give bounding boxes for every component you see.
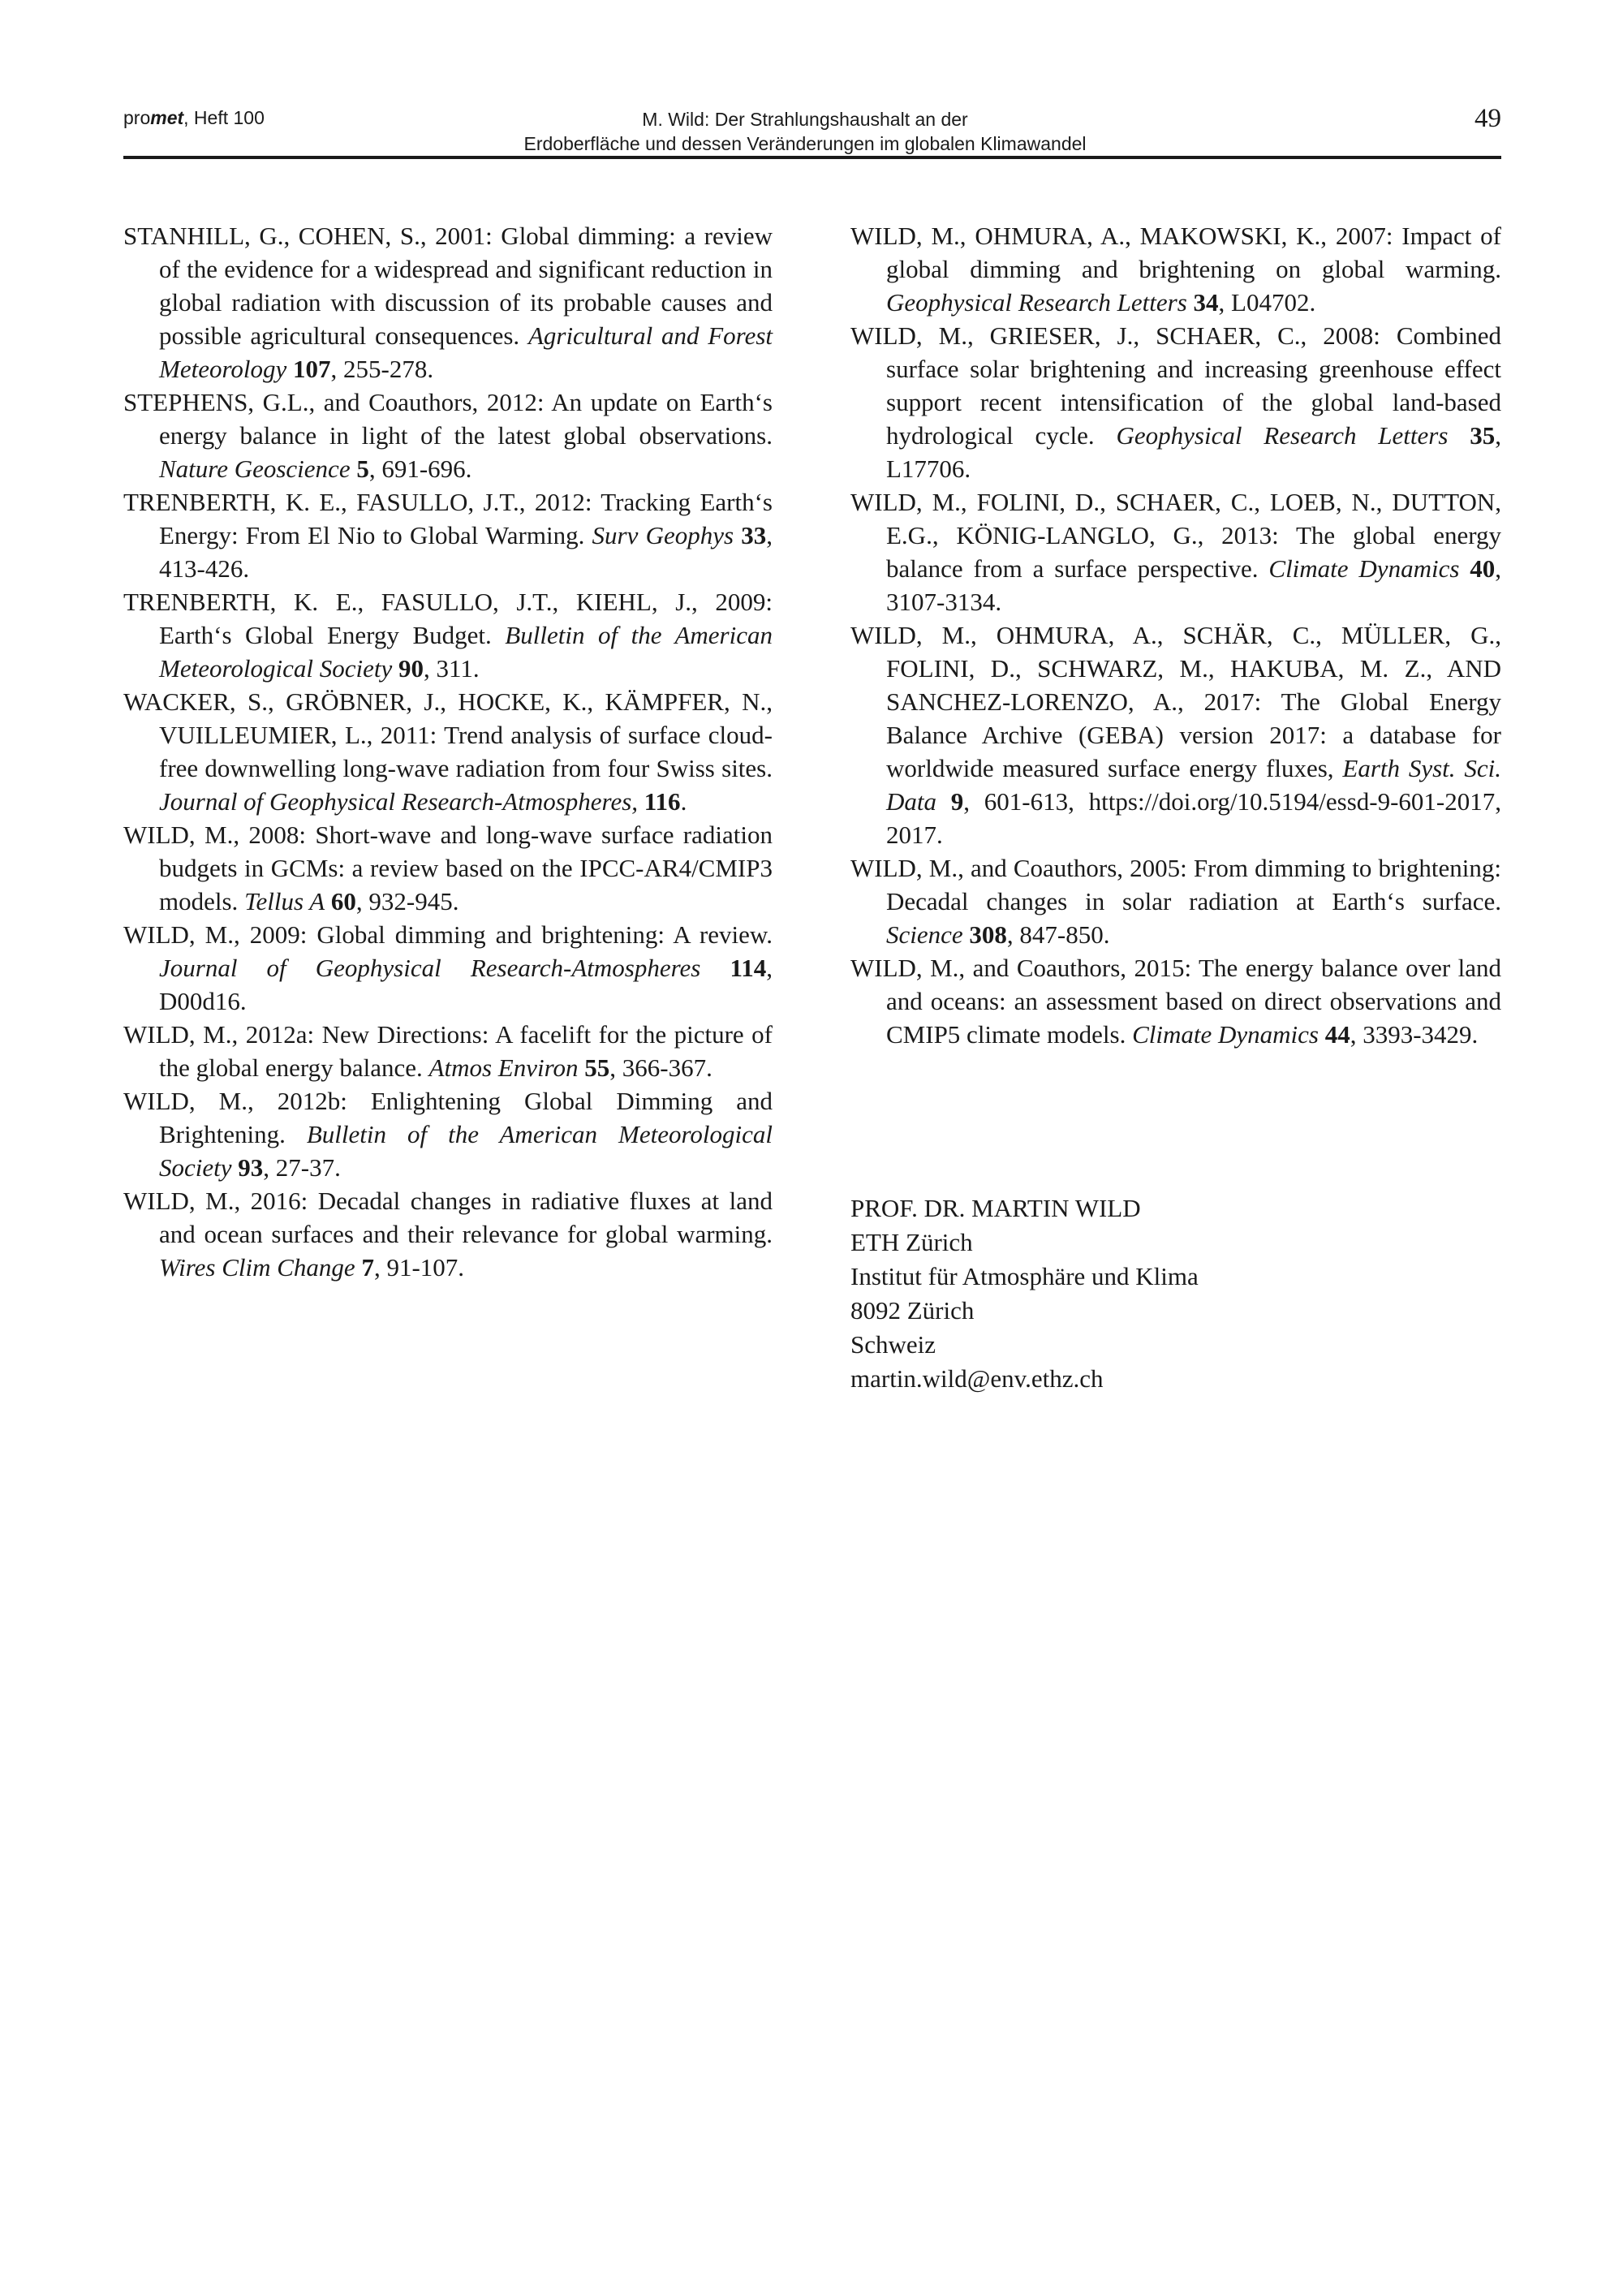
reference-journal: Journal of Geophysical Research-Atmospheres	[159, 954, 701, 982]
reference-text: WILD, M., and Coauthors, 2015: The energy balance over land and oceans: an assessment based on direct observations and CMIP5 climate models.	[850, 954, 1501, 1049]
reference-volume: 55	[584, 1053, 610, 1082]
reference-volume: 34	[1193, 288, 1219, 317]
page-number: 49	[1474, 104, 1501, 133]
reference-entry	[850, 485, 1501, 618]
running-title	[497, 107, 1113, 156]
reference-text: WILD, M., 2008: Short-wave and long-wave surface radiation budgets in GCMs: a review based on the IPCC-AR4/CMIP3 models.	[123, 821, 773, 915]
reference-entry	[123, 1018, 773, 1084]
reference-journal: Bulletin of the American Meteorological Society	[159, 1120, 773, 1182]
reference-entry	[123, 386, 773, 485]
reference-text: WILD, M., OHMURA, A., MAKOWSKI, K., 2007: Impact of global dimming and brightening on global warming.	[850, 222, 1501, 283]
reference-entry	[123, 918, 773, 1018]
reference-entry	[850, 219, 1501, 319]
reference-pages: , 3393-3429.	[1350, 1020, 1479, 1049]
reference-entry	[850, 618, 1501, 851]
reference-volume: 44	[1324, 1020, 1350, 1049]
reference-entry	[123, 1084, 773, 1184]
reference-text: WILD, M., and Coauthors, 2005: From dimming to brightening: Decadal changes in solar radiation at Earth‘s surface.	[850, 854, 1501, 915]
reference-volume: 114	[730, 954, 767, 982]
reference-journal: Climate Dynamics	[1132, 1020, 1319, 1049]
reference-text: WACKER, S., GRÖBNER, J., HOCKE, K., KÄMPFER, N., VUILLEUMIER, L., 2011: Trend analysis of surface cloud-free downwelling long-wave radiation from four Swiss sites.	[123, 687, 773, 782]
header-rule	[123, 156, 1501, 159]
reference-journal: Earth Syst. Sci. Data	[886, 754, 1502, 816]
reference-entry	[123, 685, 773, 818]
reference-journal: Agricultural and Forest Meteorology	[159, 321, 773, 383]
references-right-column	[850, 219, 1501, 1051]
reference-volume: 116	[644, 787, 681, 816]
author-email: martin.wild@env.ethz.ch	[850, 1364, 1104, 1393]
reference-journal: Atmos Environ	[428, 1053, 579, 1082]
reference-volume: 308	[969, 920, 1007, 949]
reference-pages: , 27-37.	[263, 1153, 341, 1182]
reference-pages: , 601-613, https://doi.org/10.5194/essd-9-601-2017, 2017.	[886, 787, 1501, 849]
journal-name	[123, 107, 265, 129]
reference-journal: Climate Dynamics	[1268, 554, 1460, 583]
reference-volume: 93	[238, 1153, 264, 1182]
author-postal: 8092 Zürich	[850, 1296, 975, 1325]
journal-issue: , Heft 100	[183, 107, 265, 128]
author-country: Schweiz	[850, 1330, 936, 1359]
reference-journal: Surv Geophys	[592, 521, 734, 549]
reference-text: WILD, M., 2016: Decadal changes in radiative fluxes at land and ocean surfaces and their relevance for global warming.	[123, 1187, 773, 1248]
author-address	[850, 1191, 1199, 1396]
author-name: PROF. DR. MARTIN WILD	[850, 1194, 1141, 1222]
reference-volume: 40	[1470, 554, 1496, 583]
reference-pages: , 847-850.	[1006, 920, 1110, 949]
reference-text: WILD, M., 2009: Global dimming and brightening: A review.	[123, 920, 773, 949]
author-department: Institut für Atmosphäre und Klima	[850, 1262, 1199, 1290]
running-title-line-1: M. Wild: Der Strahlungshaushalt an der	[642, 109, 968, 130]
reference-pages: , 366-367.	[609, 1053, 712, 1082]
reference-volume: 35	[1470, 421, 1496, 450]
reference-text: STEPHENS, G.L., and Coauthors, 2012: An update on Earth‘s energy balance in light of the latest global observations.	[123, 388, 773, 450]
reference-journal: Science	[886, 920, 963, 949]
reference-journal: Wires Clim Change	[159, 1253, 355, 1282]
author-institution: ETH Zürich	[850, 1228, 973, 1256]
reference-volume: 5	[356, 454, 369, 483]
reference-text: WILD, M., OHMURA, A., SCHÄR, C., MÜLLER, G., FOLINI, D., SCHWARZ, M., HAKUBA, M. Z., AND SANCHEZ-LORENZO, A., 2017: The Global Energy Balance Archive (GEBA) version 2017: a database for worldwide measured surface energy fluxes,	[850, 621, 1501, 782]
reference-pages: , 932-945.	[355, 887, 459, 915]
running-title-line-2: Erdoberfläche und dessen Veränderungen im globalen Klimawandel	[523, 133, 1087, 154]
reference-journal: Geophysical Research Letters	[1116, 421, 1449, 450]
reference-pages: , 413-426.	[159, 521, 773, 583]
reference-text: WILD, M., 2012a: New Directions: A facelift for the picture of the global energy balance.	[123, 1020, 773, 1082]
reference-text: TRENBERTH, K. E., FASULLO, J.T., KIEHL, J., 2009: Earth‘s Global Energy Budget.	[123, 588, 773, 649]
reference-entry	[850, 319, 1501, 485]
reference-volume: 107	[293, 355, 331, 383]
reference-journal: Geophysical Research Letters	[886, 288, 1187, 317]
page-header	[123, 104, 1501, 159]
reference-journal: Nature Geoscience	[159, 454, 351, 483]
reference-journal: Tellus A	[244, 887, 325, 915]
reference-text: STANHILL, G., COHEN, S., 2001: Global dimming: a review of the evidence for a widespread and significant reduction in global radiation with discussion of its probable causes and possible agricultural consequences.	[123, 222, 773, 350]
reference-journal: Journal of Geophysical Research-Atmospheres,	[159, 787, 639, 816]
reference-pages: , 691-696.	[368, 454, 472, 483]
reference-text: WILD, M., FOLINI, D., SCHAER, C., LOEB, N., DUTTON, E.G., KÖNIG-LANGLO, G., 2013: The global energy balance from a surface perspective.	[850, 488, 1501, 583]
reference-volume: 90	[398, 654, 424, 683]
reference-pages: , D00d16.	[159, 954, 773, 1015]
reference-volume: 33	[741, 521, 767, 549]
reference-entry	[123, 1184, 773, 1284]
reference-volume: 9	[950, 787, 964, 816]
reference-entry	[123, 485, 773, 585]
journal-bold: met	[150, 107, 184, 128]
reference-pages: , 255-278.	[330, 355, 434, 383]
reference-pages: , 311.	[423, 654, 480, 683]
reference-entry	[850, 951, 1501, 1051]
reference-entry	[123, 219, 773, 386]
reference-pages: .	[680, 787, 687, 816]
reference-pages: , 3107-3134.	[886, 554, 1502, 616]
reference-pages: , L17706.	[886, 421, 1501, 483]
reference-volume: 60	[330, 887, 356, 915]
reference-entry	[123, 818, 773, 918]
references-left-column	[123, 219, 773, 1284]
reference-pages: , 91-107.	[373, 1253, 465, 1282]
reference-entry	[123, 585, 773, 685]
reference-pages: , L04702.	[1218, 288, 1316, 317]
journal-prefix: pro	[123, 107, 151, 128]
reference-text: WILD, M., 2012b: Enlightening Global Dimming and Brightening.	[123, 1087, 773, 1148]
reference-text: WILD, M., GRIESER, J., SCHAER, C., 2008: Combined surface solar brightening and increasing greenhouse effect support recent intensification of the global land-based hydrological cycle.	[850, 321, 1501, 450]
reference-entry	[850, 851, 1501, 951]
reference-volume: 7	[361, 1253, 374, 1282]
reference-journal: Bulletin of the American Meteorological Society	[159, 621, 773, 683]
reference-text: TRENBERTH, K. E., FASULLO, J.T., 2012: Tracking Earth‘s Energy: From El Nio to Global Warming.	[123, 488, 773, 549]
